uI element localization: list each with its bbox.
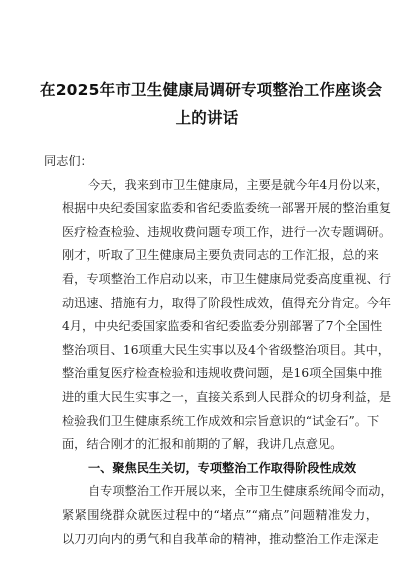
body-line: 今天，我来到市卫生健康局，主要是就今年4月份以来， [88, 177, 389, 192]
body-line: 自专项整治工作开展以来，全市卫生健康系统闻令而动， [88, 484, 393, 499]
body-line: 面，结合刚才的汇报和前期的了解，我讲几点意见。 [62, 437, 343, 452]
body-line: 整治项目、16项重大民生实事以及4个省级整治项目。其中， [62, 342, 390, 357]
body-line: 动迅速、措施有力，取得了阶段性成效，值得充分肯定。今年 [62, 295, 392, 310]
body-line: 根据中央纪委国家监委和省纪委监委统一部署开展的整治重复 [62, 201, 392, 216]
title-line-2: 上的讲话 [175, 109, 239, 127]
body-line: 4月，中央纪委国家监委和省纪委监委分别部署了7个全国性 [62, 319, 383, 334]
body-line: 紧紧围绕群众就医过程中的“堵点”“痛点”问题精准发力， [62, 507, 378, 522]
body-line: 看，专项整治工作启动以来，市卫生健康局党委高度重视、行 [62, 271, 392, 286]
title-line-1: 在2025年市卫生健康局调研专项整治工作座谈会 [40, 81, 383, 99]
section-heading: 一、聚焦民生关切，专项整治工作取得阶段性成效 [88, 460, 357, 475]
body-line: 整治重复医疗检查检验和违规收费问题，是16项全国集中推 [62, 366, 383, 381]
body-line: 以刀刃向内的勇气和自我革命的精神，推动整治工作走深走 [62, 531, 379, 546]
salutation: 同志们： [44, 154, 93, 168]
body-line: 进的重大民生实事之一，直接关系到人民群众的切身利益，是 [62, 389, 392, 404]
body-line: 医疗检查检验、违规收费问题专项工作，进行一次专题调研。 [62, 224, 392, 239]
document-body [44, 150, 393, 551]
document-title [40, 76, 383, 132]
body-line: 检验我们卫生健康系统工作成效和宗旨意识的“试金石”。下 [62, 413, 380, 428]
body-line: 刚才，听取了卫生健康局主要负责同志的工作汇报，总的来 [62, 248, 379, 263]
